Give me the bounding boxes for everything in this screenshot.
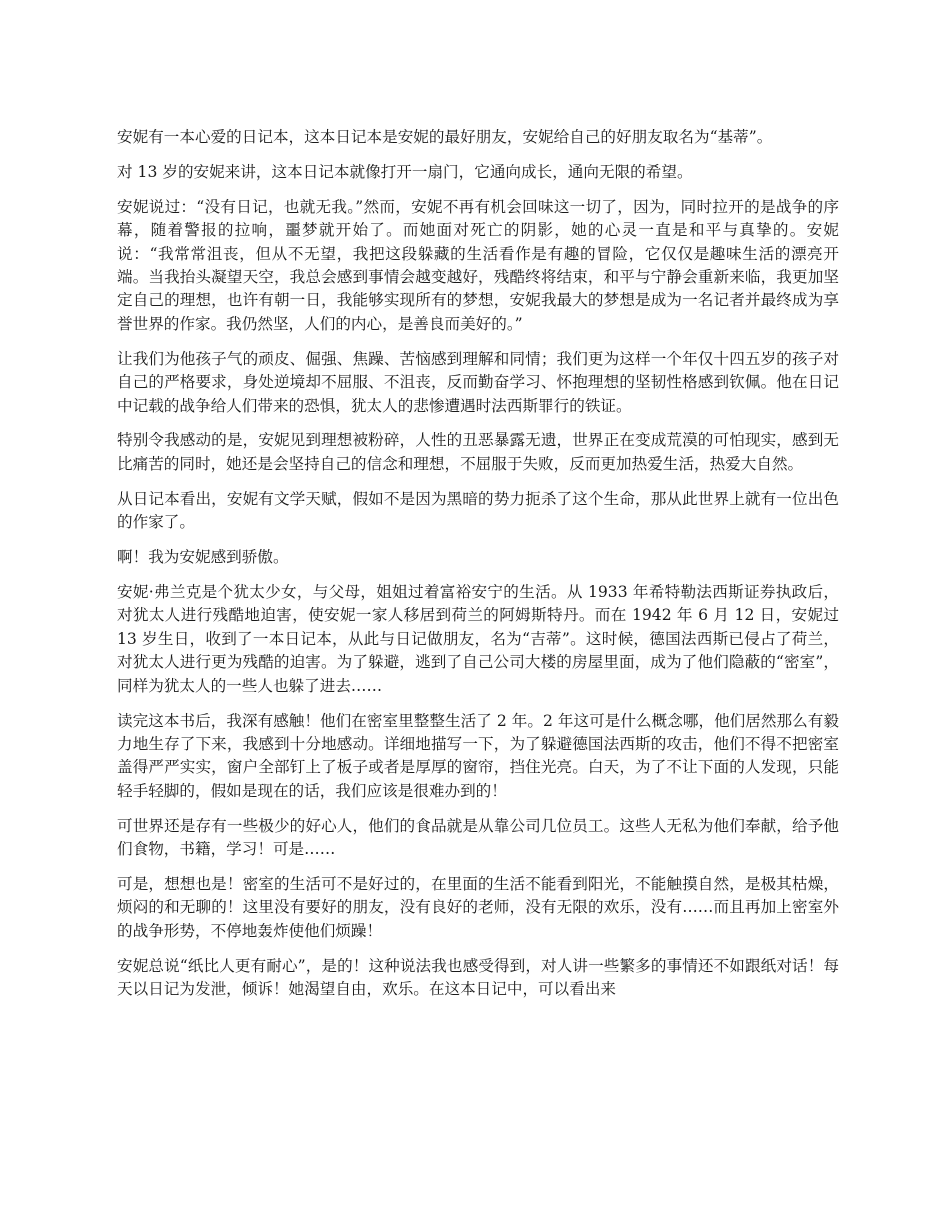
- paragraph: 让我们为他孩子气的顽皮、倔强、焦躁、苦恼感到理解和同情；我们更为这样一个年仅十四五岁的孩子对自己的严格要求，身处逆境却不屈服、不沮丧，反而勤奋学习、怀抱理想的坚韧性格感到钦佩。他在日记中记载的战争给人们带来的恐惧，犹太人的悲惨遭遇时法西斯罪行的铁证。: [117, 349, 839, 415]
- paragraph: 读完这本书后，我深有感触！他们在密室里整整生活了 2 年。2 年这可是什么概念哪，他们居然那么有毅力地生存了下来，我感到十分地感动。详细地描写一下，为了躲避德国法西斯的攻击，他们不得不把密室盖得严严实实，窗户全部钉上了板子或者是厚厚的窗帘，挡住光亮。白天，为了不让下面的人发现，只能轻手轻脚的，假如是现在的话，我们应该是很难办到的！: [117, 711, 839, 800]
- paragraph: 啊！我为安妮感到骄傲。: [117, 548, 289, 567]
- document-body: [117, 126, 839, 1013]
- paragraph: 安妮总说“纸比人更有耐心”，是的！这种说法我也感受得到，对人讲一些繁多的事情还不如跟纸对话！每天以日记为发泄，倾诉！她渴望自由，欢乐。在这本日记中，可以看出来: [117, 956, 839, 999]
- paragraph: 可世界还是存有一些极少的好心人，他们的食品就是从靠公司几位员工。这些人无私为他们奉献，给予他们食物，书籍，学习！可是……: [117, 816, 839, 859]
- paragraph: 可是，想想也是！密室的生活可不是好过的，在里面的生活不能看到阳光，不能触摸自然，是极其枯燥，烦闷的和无聊的！这里没有要好的朋友，没有良好的老师，没有无限的欢乐，没有……而且再加上密室外的战争形势，不停地轰炸使他们烦躁！: [117, 874, 839, 940]
- paragraph: 特别令我感动的是，安妮见到理想被粉碎，人性的丑恶暴露无遗，世界正在变成荒漠的可怕现实，感到无比痛苦的同时，她还是会坚持自己的信念和理想，不屈服于失败，反而更加热爱生活，热爱大自然。: [117, 431, 839, 473]
- paragraph: 安妮有一本心爱的日记本，这本日记本是安妮的最好朋友，安妮给自己的好朋友取名为“基蒂”。: [117, 128, 773, 146]
- paragraph: 从日记本看出，安妮有文学天赋，假如不是因为黑暗的势力扼杀了这个生命，那从此世界上就有一位出色的作家了。: [117, 489, 839, 532]
- paragraph: 安妮说过：“没有日记，也就无我。”然而，安妮不再有机会回味这一切了，因为，同时拉开的是战争的序幕，随着警报的拉响，噩梦就开始了。而她面对死亡的阴影，她的心灵一直是和平与真挚的。安妮说：“我常常沮丧，但从不无望，我把这段躲藏的生活看作是有趣的冒险，它仅仅是趣味生活的漂亮开端。当我抬头凝望天空，我总会感到事情会越变越好，残酷终将结束，和平与宁静会重新来临，我更加坚定自己的理想，也许有朝一日，我能够实现所有的梦想，安妮我最大的梦想是成为一名记者并最终成为享誉世界的作家。我仍然坚，人们的内心，是善良而美好的。”: [117, 197, 839, 333]
- paragraph: 安妮·弗兰克是个犹太少女，与父母，姐姐过着富裕安宁的生活。从 1933 年希特勒法西斯证券执政后，对犹太人进行残酷地迫害，使安妮一家人移居到荷兰的阿姆斯特丹。而在 1942 年 6 月 12 日，安妮过 13 岁生日，收到了一本日记本，从此与日记做朋友，名为“吉蒂”。这时候，德国法西斯已侵占了荷兰，对犹太人进行更为残酷的迫害。为了躲避，逃到了自己公司大楼的房屋里面，成为了他们隐蔽的“密室”，同样为犹太人的一些人也躲了进去……: [117, 583, 839, 695]
- paragraph: 对 13 岁的安妮来讲，这本日记本就像打开一扇门，它通向成长，通向无限的希望。: [117, 162, 693, 181]
